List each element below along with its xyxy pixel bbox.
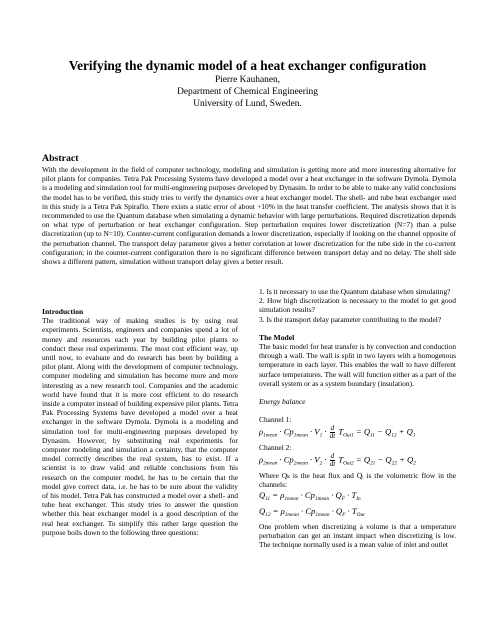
right-column [259, 287, 456, 550]
energy-balance-label: Energy balance [259, 397, 306, 407]
model-text: The basic model for heat transfer is by convection and conduction through a wall. The wall is split in two layers with a homogenous temperature in each layer. This enables the wall to have different surface temperatures. The wall will function either as a part of the overall system or as a system boundary (insulation). [259, 342, 456, 388]
abstract-heading: Abstract [42, 153, 79, 164]
channel-2-label: Channel 2: [259, 442, 292, 452]
author-name: Pierre Kauhanen, [214, 75, 281, 85]
department: Department of Chemical Engineering [177, 87, 318, 97]
paper-title: Verifying the dynamic model of a heat exchanger configuration [68, 58, 427, 73]
where-text: Where Qₖ is the heat flux and Qᵢ is the volumetric flow in the channels: [259, 470, 456, 489]
equation-q11: $Q_{11} = \rho_{1mean} \cdot Cp_{1mean} \cdot Q_F \cdot T_{In}$ [259, 489, 361, 502]
closing-text: One problem when discretizing a volume is that a temperature perturbation can get an instant impact when discretizing is low. The technique normally used is a mean value of inlet and outlet [259, 521, 456, 550]
question-2: 2. How high discretization is necessary to the model to get good simulation results? [259, 296, 456, 315]
introduction-text-end: exchanger. This study tries to answer the question whether this heat exchanger model is a good description of the real heat exchanger. To simplify this rather large question the purpose boils down to the following three questions: [42, 500, 238, 537]
abstract-text: With the development in the field of computer technology, modeling and simulation is getting more and more interesting alternative for pilot plants for companies. Tetra Pak Processing Systems have developed a model over a heat exchanger in the software Dymola. Dymola is a modeling and simulation tool for multi-engineering purposes developed by Dynasim. In order to be able to make any valid conclusions the model has to be verified, this study tries to verify the dynamics over a heat exchanger model. The shell- and tube heat exchanger used in this study is a Tetra Pak Spiraflo. There exists a static error of about +10% in the heat transfer coefficient. The analysis shows that it is recommended to use the Quantum database when simulating a dynamic behavior with large perturbations. Required discretization depends on what type of perturbation or heat exchanger configuration. Step perturbation requires lower discretization (N=7) than a pulse discretization (up to N=10). Counter-current configuration demands a lower discretization, especially if looking on the channel opposite of the perturbation channel. The transport delay parameter gives a better correlation at lower discretization for the tube side in the co-current configuration; in the counter-current configuration there is no significant difference between transport delay and no delay. The shell side shows a different pattern, simulation without transport delay gives a better result. [42, 165, 456, 267]
introduction-heading: Introduction [42, 307, 84, 316]
equation-channel-1: $\rho_{1mean} \cdot Cp_{1mean} \cdot V_1$ · $\frac{d}{dt}$ $T_{Out1} = Q_{11} - Q_{12} + Q_1$ [259, 424, 416, 441]
question-3: 3. Is the transport delay parameter contributing to the model? [259, 314, 442, 324]
equation-q12: $Q_{12} = \rho_{1mean} \cdot Cp_{1mean} \cdot Q_F \cdot T_{Out}$ [259, 505, 365, 518]
university: University of Lund, Sweden. [193, 99, 302, 109]
model-heading: The Model [259, 332, 295, 342]
introduction-text-main: The traditional way of making studies is by using real experiments. Scientists, engineers and companies spend a lot of money and resources each year by building pilot plants to conduct these real experiments. The most cost efficient way, up until now, to evaluate and do research has been by building a pilot plant. Along with the development of computer technology, computer modeling and simulation has become more and more interesting as a new research tool. Companies and the academic world have found that it is more cost efficient to do research inside a computer instead of building expensive pilot plants. Tetra Pak Processing Systems have developed a model over a heat exchanger in the software Dymola. Dymola is a modeling and simulation tool for multi-engineering purposes developed by Dynasim. However, by substituting real experiments for computer modeling and simulation a certainty, that the computer model correctly describes the real system, has to exist. If a scientist is to draw valid and reliable conclusions from his research on the computer model, he has to be certain that the model give correct data, i.e. he has to be sure about the validity of his model. Tetra Pak has [42, 316, 238, 501]
left-column [42, 307, 238, 537]
introduction-text-fragment: constructed a model over a shell- and tube heat [42, 491, 238, 510]
channel-1-label: Channel 1: [259, 415, 292, 425]
question-1: 1. Is it necessary to use the Quantum database when simulating? [259, 287, 451, 296]
introduction-text [42, 316, 238, 537]
equation-channel-2: $\rho_{2mean} \cdot Cp_{2mean} \cdot V_2$ · $\frac{d}{dt}$ $T_{Out2} = Q_{21} - Q_{22} + Q_2$ [259, 452, 416, 469]
